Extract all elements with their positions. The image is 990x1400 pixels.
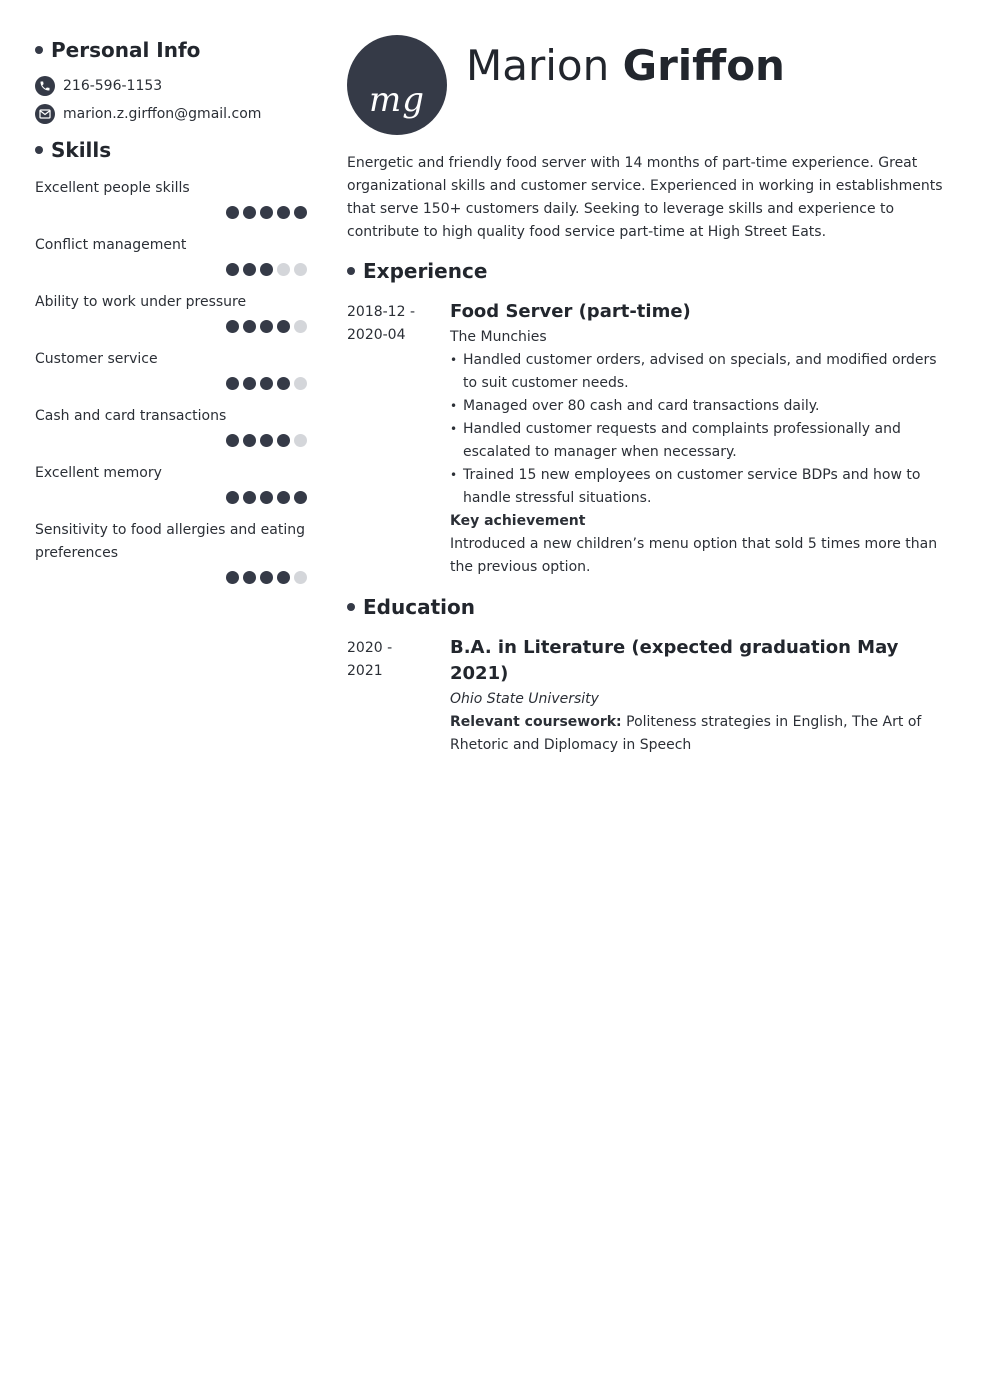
experience-body [450,299,955,579]
rating-dot-filled [226,571,239,584]
skill-name: Conflict management [35,237,187,253]
skill-rating [35,263,307,276]
rating-dot-filled [260,377,273,390]
resume-header [347,35,955,135]
rating-dot-filled [277,320,290,333]
rating-dot-filled [243,434,256,447]
education-dates [347,635,450,757]
phone-icon [35,76,55,96]
skills-list [35,177,307,584]
rating-dot-filled [260,571,273,584]
rating-dot-empty [277,263,290,276]
last-name: Griffon [622,41,785,90]
skill-rating [35,377,307,390]
rating-dot-filled [226,320,239,333]
rating-dot-filled [243,263,256,276]
coursework-text: Politeness strategies in English, The Art of Rhetoric and Diplomacy in Speech [450,714,922,753]
rating-dot-filled [243,320,256,333]
rating-dot-filled [260,263,273,276]
rating-dot-filled [243,571,256,584]
rating-dot-filled [243,206,256,219]
rating-dot-filled [260,434,273,447]
rating-dot-empty [294,571,307,584]
full-name [466,41,785,90]
date-end: 2020-04 [347,327,406,343]
rating-dot-filled [277,206,290,219]
rating-dot-filled [277,491,290,504]
skill-name: Sensitivity to food allergies and eating preferences [35,522,305,561]
responsibility-item: • Handled customer orders, advised on specials, and modified orders to suit customer needs. [450,349,955,395]
date-start: 2020 - [347,640,393,656]
rating-dot-filled [226,263,239,276]
degree-title: B.A. in Literature (expected graduation May 2021) [450,637,899,684]
company-name: The Munchies [450,329,547,345]
education-title: Education [363,595,475,619]
coursework-label: Relevant coursework: [450,714,622,730]
avatar [347,35,447,135]
skill-item [35,348,307,390]
rating-dot-filled [277,434,290,447]
right-column [347,35,955,757]
key-achievement-label: Key achievement [450,513,586,529]
email-contact [35,104,307,124]
rating-dot-filled [260,491,273,504]
heading-bullet [347,267,355,275]
job-title: Food Server (part-time) [450,301,691,322]
rating-dot-filled [226,377,239,390]
rating-dot-filled [243,377,256,390]
personal-info-title: Personal Info [51,38,201,62]
education-heading [347,595,955,619]
skill-name: Ability to work under pressure [35,294,247,310]
responsibility-item: • Handled customer requests and complaints professionally and escalated to manager when necessary. [450,418,955,464]
rating-dot-empty [294,434,307,447]
skills-heading [35,138,307,162]
rating-dot-filled [277,377,290,390]
skill-rating [35,206,307,219]
experience-entry [347,299,955,579]
first-name: Marion [466,41,610,90]
heading-bullet [35,46,43,54]
skill-name: Excellent memory [35,465,162,481]
responsibilities-list [450,349,955,510]
phone-contact [35,76,307,96]
left-column [35,38,307,584]
skill-name: Customer service [35,351,158,367]
rating-dot-empty [294,377,307,390]
skill-rating [35,434,307,447]
skills-title: Skills [51,138,112,162]
skill-item [35,177,307,219]
experience-heading [347,259,955,283]
rating-dot-empty [294,263,307,276]
skill-item [35,291,307,333]
responsibility-item: • Trained 15 new employees on customer service BDPs and how to handle stressful situations. [450,464,955,510]
rating-dot-filled [226,491,239,504]
rating-dot-filled [226,206,239,219]
education-entry [347,635,955,757]
institution-name: Ohio State University [450,691,599,707]
heading-bullet [35,146,43,154]
coursework [450,711,955,757]
rating-dot-filled [277,571,290,584]
skill-item [35,519,307,584]
rating-dot-filled [226,434,239,447]
rating-dot-filled [260,320,273,333]
experience-dates [347,299,450,579]
summary-text: Energetic and friendly food server with 14 months of part-time experience. Great organizational skills and customer service. Experienced in working in establishments that serve 150+ customers daily. Seeking to leverage skills and experience to contribute to high quality food service part-time at High Street Eats. [347,155,943,240]
heading-bullet [347,603,355,611]
rating-dot-filled [294,491,307,504]
skill-item [35,234,307,276]
skill-name: Excellent people skills [35,180,190,196]
experience-title: Experience [363,259,488,283]
personal-info-heading [35,38,307,62]
date-start: 2018-12 - [347,304,415,320]
key-achievement-text: Introduced a new children’s menu option that sold 5 times more than the previous option. [450,536,938,575]
mail-icon [35,104,55,124]
skill-item [35,405,307,447]
date-end: 2021 [347,663,383,679]
skill-name: Cash and card transactions [35,408,227,424]
skill-rating [35,491,307,504]
skill-item [35,462,307,504]
avatar-initials: mg [368,80,425,120]
skill-rating [35,571,307,584]
rating-dot-filled [294,206,307,219]
rating-dot-empty [294,320,307,333]
responsibility-item: • Managed over 80 cash and card transactions daily. [450,395,955,418]
education-body [450,635,955,757]
skill-rating [35,320,307,333]
rating-dot-filled [243,491,256,504]
phone-number: 216-596-1153 [63,78,163,94]
rating-dot-filled [260,206,273,219]
email-address: marion.z.girffon@gmail.com [63,106,262,122]
